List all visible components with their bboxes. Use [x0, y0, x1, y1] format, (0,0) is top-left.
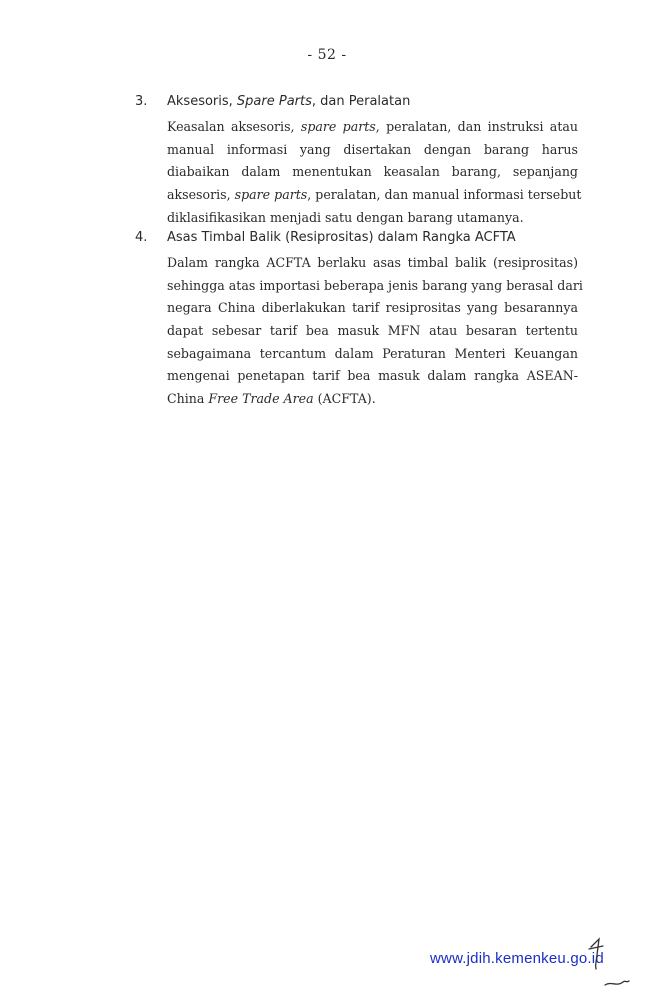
paragraph-line: dapat sebesar tarif bea masuk MFN atau besaran tertentu — [167, 323, 578, 339]
section-4 — [135, 230, 583, 411]
paragraph-line: China Free Trade Area (ACFTA). — [167, 391, 376, 407]
section-3-heading — [135, 94, 580, 116]
section-title: Aksesoris, Spare Parts, dan Peralatan — [167, 94, 411, 109]
paragraph-line: diklasifikasikan menjadi satu dengan barang utamanya. — [167, 209, 524, 225]
signature-mark — [585, 935, 635, 990]
footer-website-link[interactable]: www.jdih.kemenkeu.go.id — [430, 950, 604, 967]
section-3 — [135, 94, 580, 229]
section-3-paragraph — [167, 116, 582, 229]
page-number: - 52 - — [307, 47, 347, 63]
paragraph-line: negara China diberlakukan tarif resiprositas yang besarannya — [167, 300, 578, 316]
section-4-heading — [135, 230, 580, 252]
paragraph-line: mengenai penetapan tarif bea masuk dalam rangka ASEAN- — [167, 368, 578, 384]
paragraph-line: manual informasi yang disertakan dengan barang harus — [167, 141, 578, 157]
section-number: 4. — [135, 230, 148, 245]
section-4-paragraph — [167, 252, 583, 411]
section-title: Asas Timbal Balik (Resiprositas) dalam Rangka ACFTA — [167, 230, 516, 245]
paragraph-line: sebagaimana tercantum dalam Peraturan Menteri Keuangan — [167, 345, 578, 361]
paragraph-line: Keasalan aksesoris, spare parts, peralatan, dan instruksi atau — [167, 119, 578, 134]
section-number: 3. — [135, 94, 148, 109]
paragraph-line: Dalam rangka ACFTA berlaku asas timbal balik (resiprositas) — [167, 255, 578, 270]
paragraph-line: diabaikan dalam menentukan keasalan barang, sepanjang — [167, 164, 578, 180]
paragraph-line: aksesoris, spare parts, peralatan, dan manual informasi tersebut — [167, 187, 582, 203]
paragraph-line: sehingga atas importasi beberapa jenis barang yang berasal dari — [167, 277, 583, 293]
